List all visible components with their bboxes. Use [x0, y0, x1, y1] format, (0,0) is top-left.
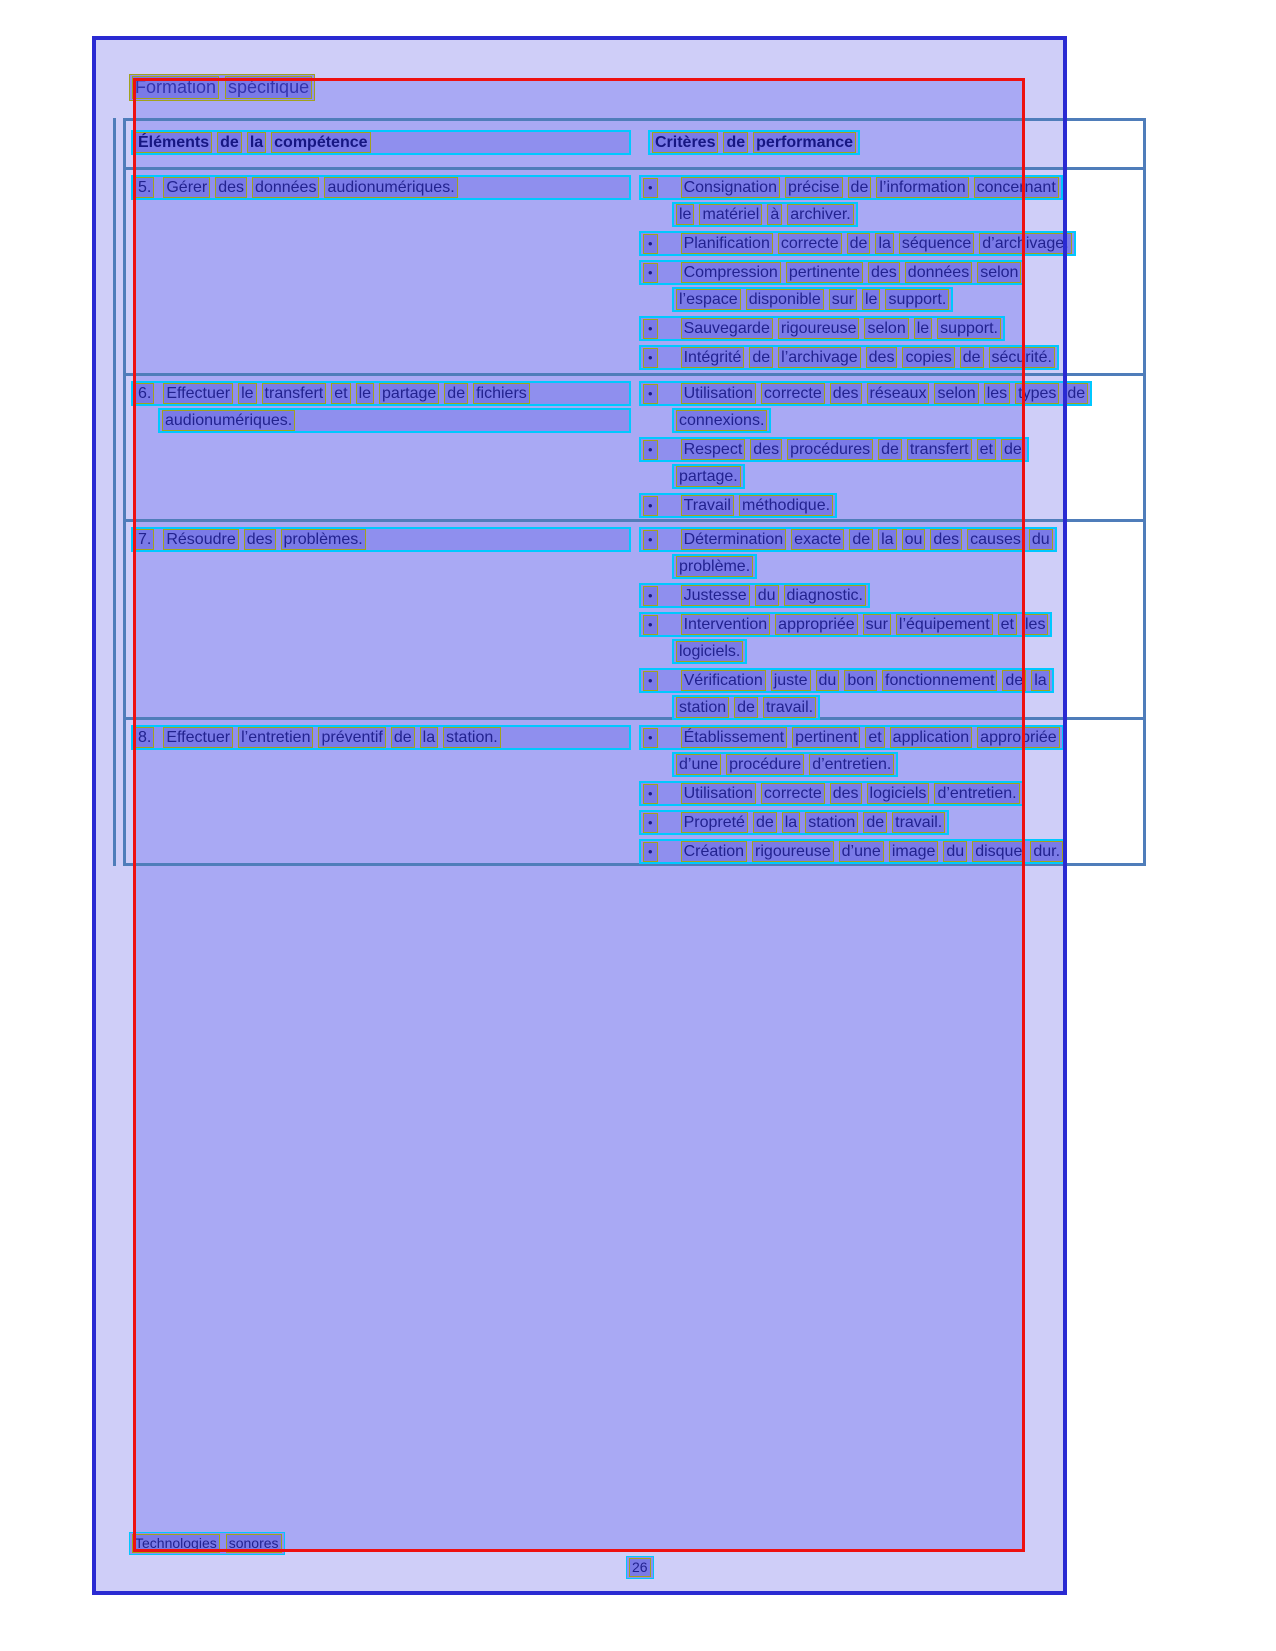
word-box: la [420, 727, 438, 748]
word-box: Critères [652, 132, 718, 153]
text-line-box [639, 437, 1029, 462]
bullet-icon: • [643, 440, 658, 460]
criteria-item [639, 381, 1143, 433]
text-line-box [639, 725, 1064, 750]
word-box: logiciels [867, 783, 930, 804]
word-box: de [848, 177, 872, 198]
word-box: de [1001, 439, 1025, 460]
criteria-item [639, 316, 1143, 341]
criteria-item [639, 175, 1143, 227]
word-box: et [331, 383, 350, 404]
criteria-cell [639, 720, 1143, 868]
word-box: de [723, 132, 748, 153]
word-box: le [914, 318, 932, 339]
word-box: Technologies [132, 1534, 220, 1553]
element-cell [126, 376, 639, 522]
word-box: sonores [226, 1534, 282, 1553]
word-box: sur [829, 289, 857, 310]
header-cell-elements [126, 121, 639, 167]
word-box: méthodique. [739, 495, 833, 516]
word-box: correcte [778, 233, 842, 254]
bullet-icon: • [643, 728, 658, 748]
word-box: exacte [791, 529, 844, 550]
word-box: disque [972, 841, 1025, 862]
criteria-item [639, 781, 1143, 806]
criteria-item [639, 527, 1143, 579]
word-box: travail. [763, 697, 816, 718]
table-annotation [123, 118, 1146, 866]
word-box: préventif [318, 727, 385, 748]
word-box: 26 [629, 1558, 651, 1577]
criteria-item [639, 493, 1143, 518]
text-line-box [639, 527, 1057, 552]
text-line-box [639, 493, 837, 518]
criteria-item [639, 725, 1143, 777]
word-box: matériel [699, 204, 762, 225]
word-box: Effectuer [163, 727, 233, 748]
word-box: d’entretien. [809, 754, 894, 775]
word-box: Compression [681, 262, 781, 283]
table-row [126, 717, 1143, 863]
word-box: de [753, 812, 777, 833]
word-box: Création [681, 841, 747, 862]
word-box: selon [977, 262, 1021, 283]
word-box: station. [443, 727, 501, 748]
word-box: l’espace [676, 289, 741, 310]
text-line-box [672, 408, 771, 433]
word-box: de [863, 812, 887, 833]
word-box: le [676, 204, 694, 225]
text-line-box [639, 612, 1052, 637]
word-box: Éléments [135, 132, 212, 153]
text-line-box [639, 668, 1054, 693]
word-box: travail. [892, 812, 945, 833]
word-box: appropriée [977, 727, 1060, 748]
criteria-cell [639, 522, 1143, 724]
word-box: correcte [761, 383, 825, 404]
word-box: Établissement [681, 727, 788, 748]
text-line-box [672, 202, 858, 227]
word-box: fonctionnement [882, 670, 997, 691]
header-criteres-line-box [648, 130, 860, 155]
word-box: la [878, 529, 896, 550]
word-box: 6. [135, 383, 154, 404]
word-box: de [391, 727, 415, 748]
text-line-box [672, 554, 757, 579]
word-box: 7. [135, 529, 154, 550]
text-line-box [639, 381, 1092, 406]
word-box: pertinent [792, 727, 860, 748]
criteria-item [639, 260, 1143, 312]
element-cell [126, 170, 639, 374]
text-line-box [639, 345, 1059, 370]
word-box: partage [379, 383, 439, 404]
word-box: d’archivage. [979, 233, 1071, 254]
text-line-box [131, 175, 631, 200]
word-box: l’équipement [896, 614, 993, 635]
word-box: rigoureuse [778, 318, 860, 339]
word-box: de [217, 132, 242, 153]
word-box: des [866, 347, 898, 368]
table-row [126, 167, 1143, 373]
word-box: Intervention [681, 614, 771, 635]
word-box: de [749, 347, 773, 368]
word-box: Utilisation [681, 783, 756, 804]
criteria-item [639, 668, 1143, 720]
word-box: Propreté [681, 812, 748, 833]
word-box: selon [934, 383, 978, 404]
element-cell [126, 720, 639, 868]
table-row [126, 519, 1143, 717]
word-box: disponible [746, 289, 824, 310]
text-line-box [672, 639, 747, 664]
word-box: pertinente [786, 262, 863, 283]
word-box: partage. [676, 466, 741, 487]
word-box: d’une [839, 841, 884, 862]
word-box: appropriée [775, 614, 858, 635]
word-box: de [960, 347, 984, 368]
word-box: la [247, 132, 266, 153]
word-box: des [930, 529, 962, 550]
word-box: archiver. [787, 204, 853, 225]
word-box: l’archivage [778, 347, 860, 368]
word-box: de [1002, 670, 1026, 691]
word-box: Résoudre [163, 529, 238, 550]
word-box: la [875, 233, 893, 254]
document-title [129, 74, 315, 101]
word-box: et [865, 727, 884, 748]
bullet-icon: • [643, 384, 658, 404]
word-box: réseaux [867, 383, 930, 404]
word-box: dur. [1030, 841, 1063, 862]
word-box: Planification [681, 233, 773, 254]
word-box: le [356, 383, 374, 404]
word-box: Travail [681, 495, 734, 516]
element-cell [126, 522, 639, 724]
word-box: transfert [262, 383, 327, 404]
bullet-icon: • [643, 178, 658, 198]
text-line-box [131, 725, 631, 750]
word-box: Respect [681, 439, 746, 460]
criteria-item [639, 839, 1143, 864]
footer-text [129, 1532, 285, 1555]
word-box: Formation [132, 76, 219, 99]
text-line-box [639, 175, 1063, 200]
criteria-item [639, 437, 1143, 489]
word-box: à [767, 204, 782, 225]
word-box: du [1029, 529, 1053, 550]
bullet-icon: • [643, 530, 658, 550]
word-box: des [244, 529, 276, 550]
text-line-box [639, 583, 870, 608]
word-box: des [868, 262, 900, 283]
text-line-box [639, 260, 1025, 285]
word-box: et [977, 439, 996, 460]
word-box: données [905, 262, 972, 283]
word-box: du [816, 670, 840, 691]
word-box: performance [753, 132, 856, 153]
text-line-box [639, 781, 1024, 806]
word-box: la [1031, 670, 1049, 691]
text-line-box [639, 316, 1005, 341]
word-box: diagnostic. [784, 585, 867, 606]
word-box: support. [937, 318, 1001, 339]
word-box: station [676, 697, 729, 718]
word-box: Utilisation [681, 383, 756, 404]
bullet-icon: • [643, 842, 658, 862]
word-box: connexions. [676, 410, 767, 431]
word-box: application [890, 727, 973, 748]
criteria-item [639, 231, 1143, 256]
bullet-icon: • [643, 784, 658, 804]
bullet-icon: • [643, 263, 658, 283]
table-row [126, 373, 1143, 519]
criteria-item [639, 345, 1143, 370]
word-box: et [998, 614, 1017, 635]
text-line-box [672, 695, 820, 720]
word-box: causes [967, 529, 1024, 550]
page-number [626, 1556, 654, 1579]
word-box: procédures [787, 439, 873, 460]
word-box: des [750, 439, 782, 460]
criteria-cell [639, 376, 1143, 522]
word-box: d’une [676, 754, 721, 775]
word-box: bon [844, 670, 877, 691]
word-box: de [849, 529, 873, 550]
text-line-box [639, 231, 1076, 256]
word-box: problème. [676, 556, 753, 577]
bullet-icon: • [643, 586, 658, 606]
word-box: sécurité. [989, 347, 1055, 368]
bullet-icon: • [643, 348, 658, 368]
bullet-icon: • [643, 496, 658, 516]
word-box: l’information [876, 177, 968, 198]
text-line-box [131, 381, 631, 406]
word-box: du [755, 585, 779, 606]
word-box: fichiers [473, 383, 530, 404]
word-box: problèmes. [281, 529, 366, 550]
word-box: Vérification [681, 670, 766, 691]
text-line-box [672, 464, 745, 489]
word-box: support. [885, 289, 949, 310]
word-box: compétence [271, 132, 370, 153]
header-cell-criteres [639, 121, 1143, 167]
bullet-icon: • [643, 813, 658, 833]
word-box: l’entretien [238, 727, 313, 748]
word-box: des [830, 783, 862, 804]
word-box: concernant [974, 177, 1059, 198]
word-box: données [252, 177, 319, 198]
word-box: Détermination [681, 529, 787, 550]
word-box: d’entretien. [934, 783, 1019, 804]
word-box: de [878, 439, 902, 460]
word-box: Gérer [163, 177, 210, 198]
word-box: juste [771, 670, 811, 691]
word-box: spécifique [225, 76, 312, 99]
word-box: Effectuer [163, 383, 233, 404]
word-box: Sauvegarde [681, 318, 773, 339]
table-header-row [126, 121, 1143, 167]
word-box: procédure [726, 754, 804, 775]
word-box: les [984, 383, 1010, 404]
word-box: 5. [135, 177, 154, 198]
word-box: des [830, 383, 862, 404]
word-box: audionumériques. [162, 410, 295, 431]
word-box: 8. [135, 727, 154, 748]
bullet-icon: • [643, 234, 658, 254]
criteria-item [639, 583, 1143, 608]
word-box: ou [902, 529, 926, 550]
word-box: rigoureuse [752, 841, 834, 862]
word-box: Intégrité [681, 347, 745, 368]
text-line-box [672, 752, 898, 777]
word-box: Consignation [681, 177, 780, 198]
text-line-box [639, 810, 949, 835]
word-box: copies [902, 347, 954, 368]
word-box: station [805, 812, 858, 833]
text-line-box [639, 839, 1067, 864]
word-box: transfert [907, 439, 972, 460]
word-box: de [1064, 383, 1088, 404]
word-box: audionumériques. [324, 177, 457, 198]
word-box: types [1015, 383, 1059, 404]
word-box: Justesse [681, 585, 750, 606]
word-box: logiciels. [676, 641, 743, 662]
word-box: la [782, 812, 800, 833]
word-box: des [215, 177, 247, 198]
text-line-box [672, 287, 953, 312]
word-box: selon [864, 318, 908, 339]
text-line-box [158, 408, 631, 433]
bullet-icon: • [643, 319, 658, 339]
word-box: sur [863, 614, 891, 635]
bullet-icon: • [643, 615, 658, 635]
word-box: le [862, 289, 880, 310]
word-box: image [889, 841, 939, 862]
word-box: de [444, 383, 468, 404]
word-box: de [734, 697, 758, 718]
criteria-item [639, 612, 1143, 664]
header-elements-line-box [131, 130, 631, 155]
criteria-cell [639, 170, 1143, 374]
bullet-icon: • [643, 671, 658, 691]
word-box: de [847, 233, 871, 254]
word-box: les [1022, 614, 1048, 635]
criteria-item [639, 810, 1143, 835]
word-box: séquence [899, 233, 974, 254]
word-box: précise [785, 177, 843, 198]
word-box: le [238, 383, 256, 404]
word-box: correcte [761, 783, 825, 804]
word-box: du [943, 841, 967, 862]
text-line-box [131, 527, 631, 552]
